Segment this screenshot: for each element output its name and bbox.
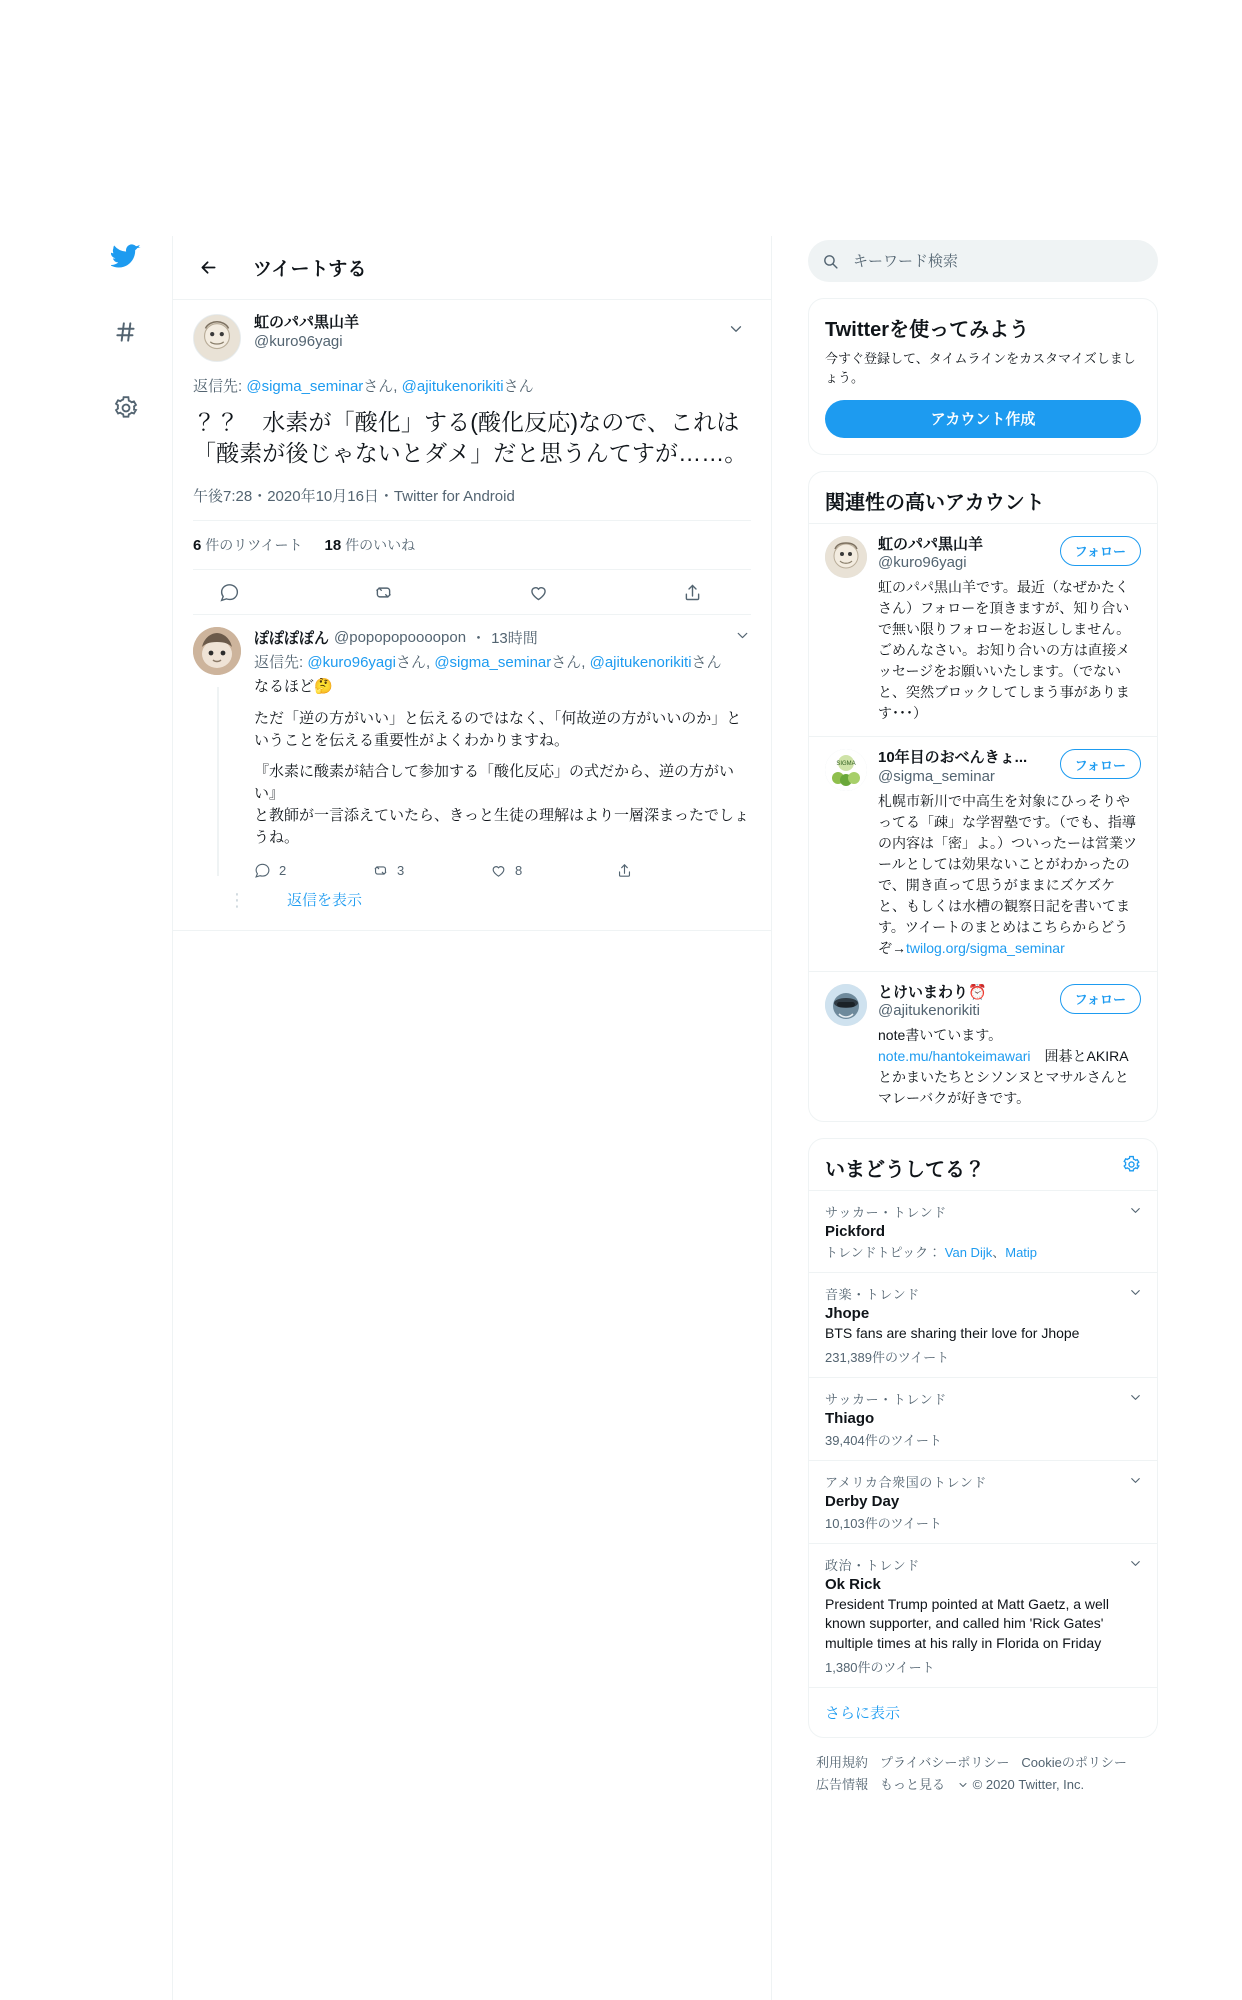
reply-separator: ・	[471, 630, 487, 648]
trend-name: Derby Day	[825, 1492, 900, 1510]
promo-subtitle: 今すぐ登録して、タイムラインをカスタマイズしましょう。	[825, 351, 1136, 385]
back-arrow-icon[interactable]	[191, 251, 225, 285]
reply-mention-suffix-3: さん	[691, 654, 722, 672]
retweet-count-value: 6	[193, 537, 202, 555]
trend-item[interactable]	[809, 1272, 1157, 1377]
like-count-label: 件のいいね	[345, 537, 416, 554]
trend-item[interactable]	[809, 1190, 1157, 1272]
trend-name: Pickford	[825, 1223, 886, 1241]
retweet-count[interactable]	[193, 535, 303, 555]
trend-name: Ok Rick	[825, 1575, 881, 1593]
footer-links	[808, 1752, 1158, 1796]
trend-caret-icon[interactable]	[1128, 1390, 1143, 1410]
reply-paragraph-1: なるほど🤔	[254, 678, 333, 696]
reply-retweet-count: 3	[397, 863, 405, 879]
reply-to-prefix-2: 返信先:	[254, 654, 304, 672]
tweet-timestamp: 午後7:28・2020年10月16日・Twitter for Android	[193, 485, 751, 521]
suggestion-display-name: とけいまわり⏰	[878, 983, 987, 1001]
retweet-count-label: 件のリツイート	[205, 537, 303, 554]
avatar[interactable]	[825, 984, 867, 1026]
who-to-follow-card	[808, 471, 1158, 1123]
trend-category: アメリカ合衆国のトレンド	[825, 1474, 987, 1490]
main-tweet	[173, 300, 771, 615]
reply-time: 13時間	[491, 630, 538, 648]
reply-to-suffix-1: さん	[363, 378, 394, 395]
show-more-trends-link[interactable]: さらに表示	[809, 1687, 1157, 1737]
reply-to-mention-1[interactable]: @sigma_seminar	[246, 378, 364, 395]
footer-link-privacy[interactable]: プライバシーポリシー	[880, 1754, 1010, 1770]
footer-more-chevron-icon[interactable]	[957, 1776, 969, 1798]
share-icon[interactable]	[681, 580, 705, 604]
reply-tweet	[173, 615, 771, 931]
promo-title: Twitterを使ってみよう	[825, 319, 1030, 341]
trend-caret-icon[interactable]	[1128, 1473, 1143, 1493]
reply-like-count: 8	[515, 863, 523, 879]
reply-paragraph-2: ただ「逆の方がいい」と伝えるのではなく、「何故逆の方がいいのか」ということを伝える重要性がよくわかりますね。	[254, 709, 742, 749]
footer-link-terms[interactable]: 利用規約	[816, 1754, 869, 1770]
trend-topic-1[interactable]: Van Dijk	[944, 1245, 993, 1261]
trend-topics-label: トレンドトピック：	[825, 1245, 942, 1261]
follow-suggestion-item[interactable]	[809, 736, 1157, 971]
reply-mention-suffix-1: さん	[395, 654, 426, 672]
show-replies-link[interactable]: 返信を表示	[287, 892, 363, 910]
trend-name: Thiago	[825, 1409, 875, 1427]
suggestion-bio-link[interactable]: note.mu/hantokeimawari	[878, 1048, 1031, 1065]
reply-paragraph-4: と教師が一言添えていたら、きっと生徒の理解はより一層深まったでしょうね。	[254, 806, 750, 846]
tweet-author-row	[193, 314, 751, 362]
trend-caret-icon[interactable]	[1128, 1285, 1143, 1305]
reply-share-action[interactable]	[616, 862, 633, 879]
trend-count: 231,389件のツイート	[825, 1349, 950, 1365]
like-icon[interactable]	[526, 580, 550, 604]
trend-category: 政治・トレンド	[825, 1557, 920, 1573]
reply-handle: @popopopoooopon	[334, 629, 467, 647]
create-account-button[interactable]: アカウント作成	[825, 400, 1141, 438]
reply-avatar[interactable]	[193, 627, 241, 675]
like-count[interactable]	[325, 535, 416, 555]
trend-caret-icon[interactable]	[1128, 1556, 1143, 1576]
twitter-logo-icon[interactable]	[106, 236, 146, 276]
author-names[interactable]	[254, 314, 721, 352]
retweet-icon[interactable]	[372, 580, 396, 604]
tweet-reply-to: 返信先: @sigma_seminarさん, @ajitukenorikitiさん	[193, 378, 534, 395]
trend-category: 音楽・トレンド	[825, 1287, 920, 1303]
reply-display-name: ぽぽぽぽん	[254, 630, 330, 648]
explore-hashtag-icon[interactable]	[106, 312, 146, 352]
reply-to-mention-2[interactable]: @ajitukenorikiti	[401, 378, 504, 395]
tweet-action-row	[193, 570, 751, 615]
trend-item[interactable]	[809, 1543, 1157, 1687]
reply-mention-suffix-2: さん	[551, 654, 582, 672]
reply-mention-3[interactable]: @ajitukenorikiti	[589, 654, 692, 672]
suggestion-bio-post: 囲碁とAKIRAとかまいたちとシソンヌとマサルさんとマレーバクが好きです。	[878, 1048, 1129, 1107]
suggestion-bio	[878, 791, 1141, 959]
follow-button[interactable]: フォロー	[1060, 984, 1141, 1014]
show-replies-row[interactable]	[193, 881, 751, 924]
like-count-value: 18	[324, 537, 342, 555]
avatar[interactable]	[193, 314, 241, 362]
avatar[interactable]	[825, 749, 867, 791]
suggestion-handle: @ajitukenorikiti	[878, 1002, 980, 1020]
reply-to-prefix: 返信先:	[193, 378, 243, 395]
avatar[interactable]	[825, 536, 867, 578]
suggestion-bio-link[interactable]: twilog.org/sigma_seminar	[906, 939, 1065, 956]
reply-action-row	[254, 862, 751, 879]
footer-link-ads[interactable]: 広告情報	[816, 1776, 869, 1792]
follow-button[interactable]: フォロー	[1060, 749, 1141, 779]
suggestion-handle: @kuro96yagi	[878, 554, 967, 572]
suggestion-bio	[878, 1025, 1141, 1109]
trend-description: President Trump pointed at Matt Gaetz, a well known supporter, and called him 'Rick Gates' multiple times at his rally in Florida on Friday	[825, 1595, 1110, 1651]
main-column	[172, 236, 772, 2000]
reply-retweet-action[interactable]	[372, 862, 490, 879]
reply-author-row[interactable]	[254, 627, 751, 648]
trend-item[interactable]	[809, 1377, 1157, 1460]
trend-caret-icon[interactable]	[1128, 1203, 1143, 1223]
tweet-more-caret-icon[interactable]	[721, 314, 751, 344]
settings-gear-icon[interactable]	[106, 388, 146, 428]
reply-to-suffix-2: さん	[503, 378, 534, 395]
suggestion-display-name: 虹のパパ黒山羊	[878, 535, 984, 553]
search-icon	[822, 253, 839, 270]
reply-reply-action[interactable]	[254, 862, 372, 879]
author-handle: @kuro96yagi	[254, 332, 343, 350]
right-sidebar	[808, 240, 1158, 1796]
trend-category: サッカー・トレンド	[825, 1205, 947, 1221]
signup-promo-card	[808, 298, 1158, 455]
reply-reply-count: 2	[279, 863, 287, 879]
trend-count: 1,380件のツイート	[825, 1659, 935, 1675]
trends-card	[808, 1138, 1158, 1737]
search-input[interactable]	[851, 252, 1144, 271]
reply-more-caret-icon[interactable]	[734, 627, 751, 648]
trend-category: サッカー・トレンド	[825, 1391, 947, 1407]
footer-link-cookies[interactable]: Cookieのポリシー	[1021, 1754, 1127, 1770]
follow-button[interactable]: フォロー	[1060, 536, 1141, 566]
reply-icon[interactable]	[217, 580, 241, 604]
trend-count: 10,103件のツイート	[825, 1515, 942, 1531]
footer-copyright: © 2020 Twitter, Inc.	[972, 1776, 1085, 1792]
trend-count: 39,404件のツイート	[825, 1432, 942, 1448]
tweet-text: ？？ 水素が「酸化」する(酸化反応)なので、これは「酸素が後じゃないとダメ」だと思うんてすが……。	[193, 409, 748, 467]
suggestion-display-name: 10年目のおべんきょ...	[878, 749, 1028, 767]
footer-link-more[interactable]: もっと見る	[880, 1776, 946, 1792]
page-title: ツイートする	[253, 259, 367, 280]
thread-connector-line	[217, 687, 219, 876]
column-header	[173, 236, 771, 300]
trend-topic-2[interactable]: Matip	[1005, 1245, 1038, 1261]
trends-title: いまどうしてる？	[825, 1159, 985, 1182]
trend-topics-separator: 、	[992, 1245, 1006, 1261]
follow-suggestion-item[interactable]	[809, 971, 1157, 1122]
trend-name: Jhope	[825, 1305, 870, 1323]
suggestion-bio-pre: note書いています。	[878, 1027, 1003, 1044]
search-bar[interactable]	[808, 240, 1158, 282]
trend-item[interactable]	[809, 1460, 1157, 1543]
trends-settings-gear-icon[interactable]	[1122, 1155, 1141, 1180]
suggestion-bio: 虹のパパ黒山羊です。最近（なぜかたくさん）フォローを頂きますが、知り合いで無い限りフォローをお返ししません。ごめんなさい。お知り合いの方は直接メッセージをお願いいたします。（でないと、突然ブロックしてしまう事があります･･･）	[878, 579, 1131, 722]
thread-dots-icon: ⋮	[228, 889, 246, 910]
suggestion-bio-text: 札幌市新川で中高生を対象にひっそりやってる「疎」な学習塾です。（でも、指導の内容は「密」よ。）ついったーは営業ツールとしては効果ないことがわかったので、開き直って思うがままにズケズケと、もしくは水槽の観察日記を書いてます。ツイートのまとめはこちらからどうぞ→	[878, 792, 1137, 956]
reply-mention-1[interactable]: @kuro96yagi	[307, 654, 396, 672]
trends-header	[809, 1139, 1157, 1190]
who-to-follow-title: 関連性の高いアカウント	[825, 491, 1045, 514]
trend-topics	[825, 1242, 1141, 1261]
svg-text:SIGMA: SIGMA	[836, 761, 856, 768]
follow-suggestion-item[interactable]	[809, 523, 1157, 737]
suggestion-handle: @sigma_seminar	[878, 767, 995, 785]
reply-like-action[interactable]	[490, 862, 608, 879]
reply-reply-to: 返信先: @kuro96yagiさん, @sigma_seminarさん, @ajitukenorikitiさん	[254, 654, 722, 672]
author-display-name: 虹のパパ黒山羊	[254, 314, 360, 331]
reply-paragraph-3: 『水素に酸素が結合して参加する「酸化反応」の式だから、逆の方がいい』	[254, 763, 735, 803]
reply-text	[254, 676, 751, 848]
tweet-engagement-counts	[193, 521, 751, 570]
reply-mention-2[interactable]: @sigma_seminar	[434, 654, 552, 672]
left-nav-rail	[96, 236, 156, 428]
trend-description: BTS fans are sharing their love for Jhope	[825, 1325, 1080, 1342]
